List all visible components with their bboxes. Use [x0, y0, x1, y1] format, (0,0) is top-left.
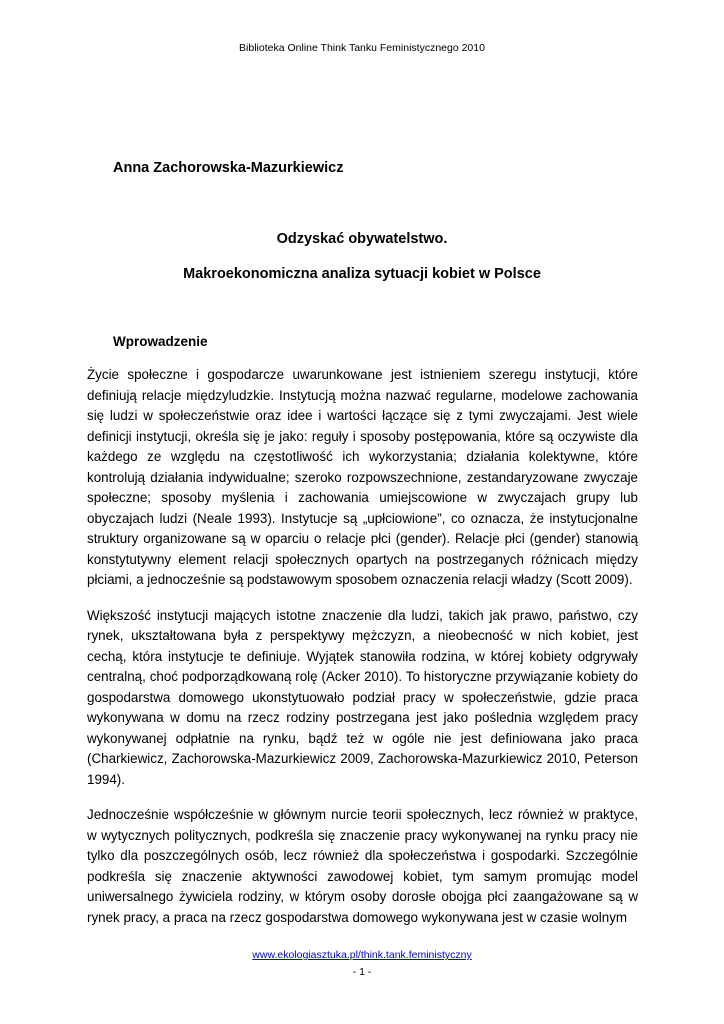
- document-title: Odzyskać obywatelstwo.: [276, 231, 448, 247]
- paragraph: Większość instytucji mających istotne znaczenie dla ludzi, takich jak prawo, państwo, czy rynek, ukształtowana była z perspektywy mężczyzn, a nieobecność w nich kobiet, jest cechą, która instytucje te definiuje. Wyjątek stanowiła rodzina, w której kobiety odgrywały centralną, choć podporządkowaną rolę (Acker 2010). To historyczne przywiązanie kobiety do gospodarstwa domowego ukonstytuowało podział pracy w społeczeństwie, gdzie praca wykonywana w domu na rzecz rodziny postrzegana jest jako poślednia względem pracy wykonywanej odpłatnie na rynku, bądź też w ogóle nie jest definiowana jako praca (Charkiewicz, Zachorowska-Mazurkiewicz 2009, Zachorowska-Mazurkiewicz 2010, Peterson 1994).: [87, 607, 638, 787]
- page-number: - 1 -: [352, 966, 372, 978]
- footer: [0, 949, 724, 961]
- author-name: Anna Zachorowska-Mazurkiewicz: [113, 160, 344, 176]
- body-text: [87, 365, 638, 943]
- footer-link[interactable]: www.ekologiasztuka.pl/think.tank.feministyczny: [252, 949, 472, 961]
- page-header: Biblioteka Online Think Tanku Feministycznego 2010: [239, 42, 485, 54]
- paragraph: Jednocześnie współcześnie w głównym nurcie teorii społecznych, lecz również w praktyce, w wytycznych politycznych, podkreśla się znaczenie pracy wykonywanej na rynku pracy nie tylko dla poszczególnych osób, lecz również dla społeczeństwa i gospodarki. Szczególnie podkreśla się znaczenie aktywności zawodowej kobiet, tym samym promując model uniwersalnego żywiciela rodziny, w którym osoby dorosłe obojga płci zaangażowane są w rynek pracy, a praca na rzecz gospodarstwa domowego wykonywana jest w czasie wolnym: [87, 807, 638, 925]
- section-heading: Wprowadzenie: [113, 334, 208, 349]
- paragraph: Życie społeczne i gospodarcze uwarunkowane jest istnieniem szeregu instytucji, które definiują relacje międzyludzkie. Instytucją można nazwać regularne, modelowe zachowania się ludzi w społeczeństwie oraz idee i wartości łączące się z tymi zwyczajami. Jest wiele definicji instytucji, określa się je jako: reguły i sposoby postępowania, które są oczywiste dla każdego ze względu na częstotliwość ich wykorzystania; działania kolektywne, które kontrolują działania indywidualne; szeroko rozpowszechnione, zestandaryzowane zwyczaje społeczne; sposoby myślenia i zachowania umiejscowione w zwyczajach grupy lub obyczajach ludzi (Neale 1993). Instytucje są „upłciowione”, co oznacza, że instytucjonalne struktury organizowane są w oparciu o relacje płci (gender). Relacje płci (gender) stanowią konstytutywny element relacji społecznych opartych na postrzeganych różnicach między płciami, a jednocześnie są podstawowym sposobem oznaczenia relacji władzy (Scott 2009).: [87, 367, 638, 587]
- document-subtitle: Makroekonomiczna analiza sytuacji kobiet w Polsce: [183, 266, 541, 282]
